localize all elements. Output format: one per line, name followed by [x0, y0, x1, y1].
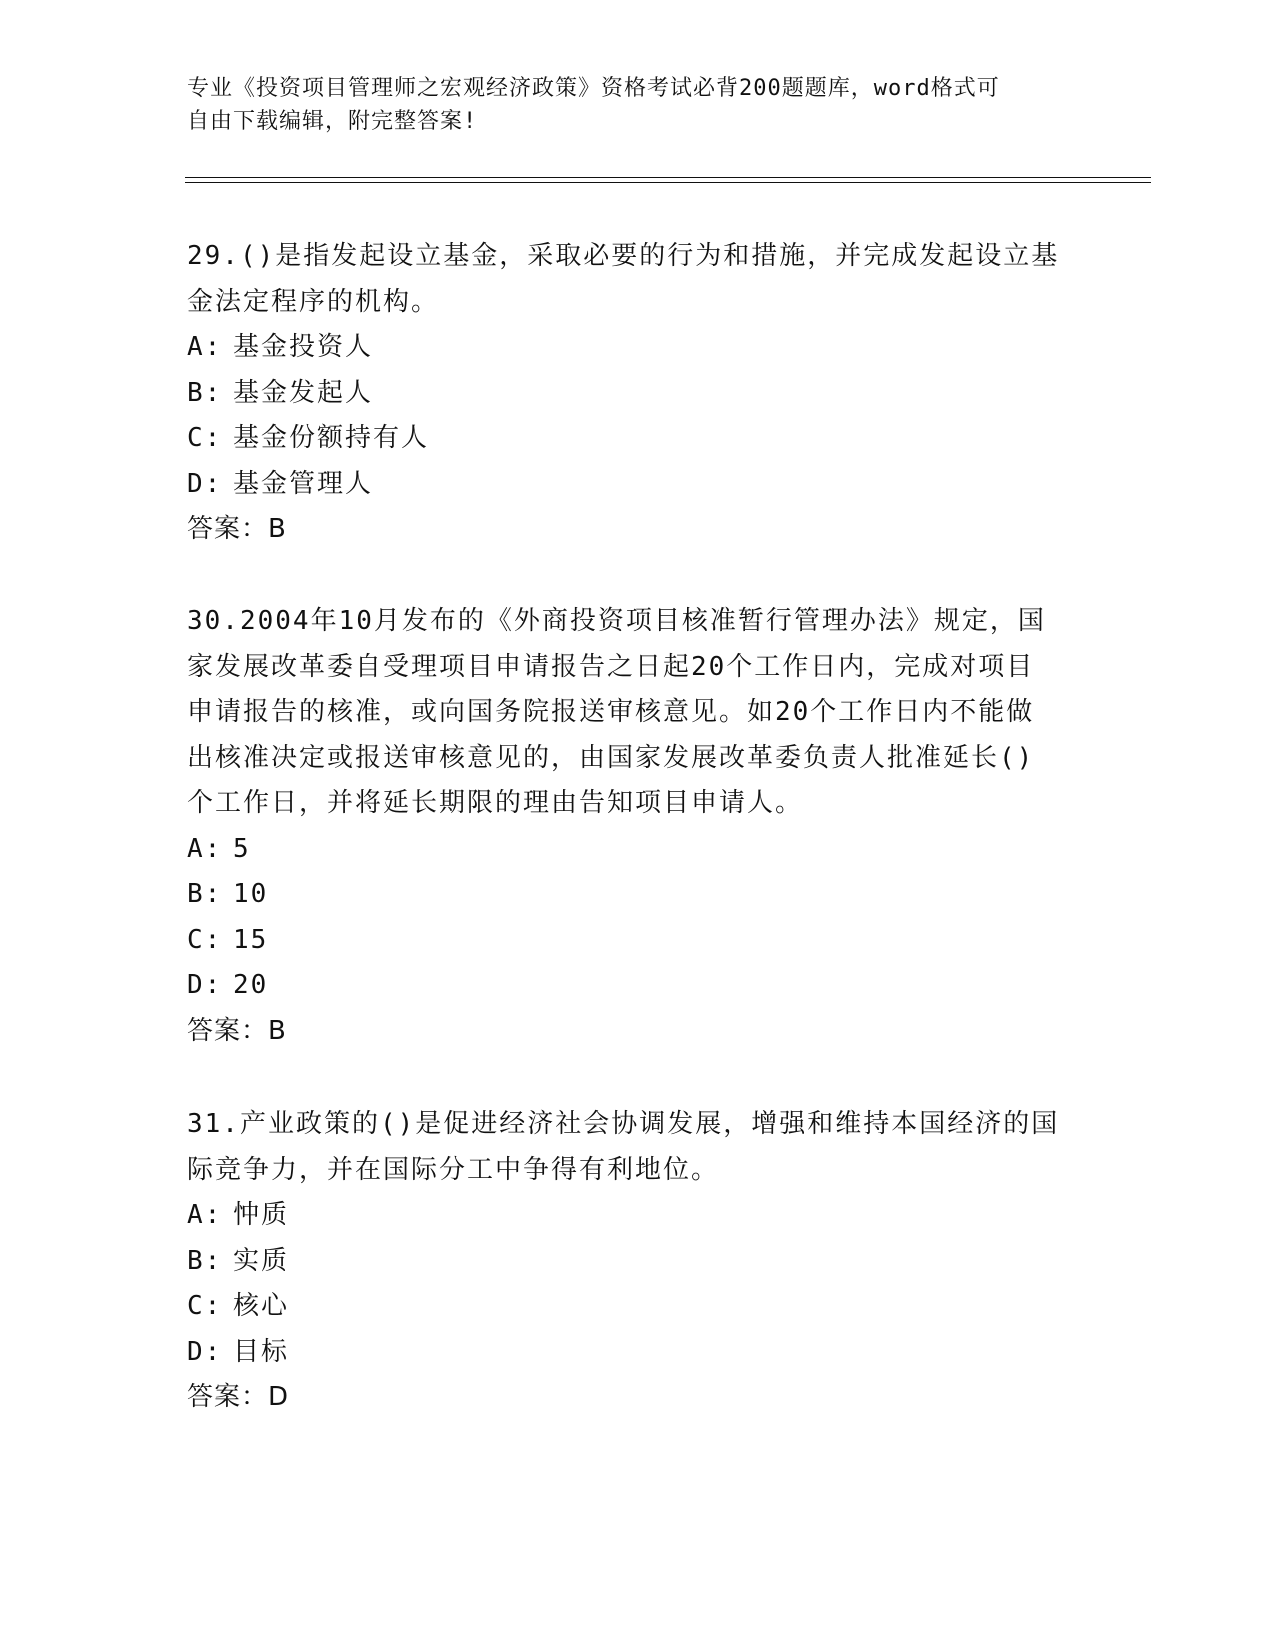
option-text: 目标 [233, 1336, 290, 1367]
option-a [187, 1193, 1087, 1239]
option-letter: C: [187, 1291, 223, 1321]
stem-line: 出核准决定或报送审核意见的，由国家发展改革委负责人批准延长() [187, 742, 1035, 773]
option-text: 基金发起人 [233, 377, 374, 408]
option-text: 10 [233, 879, 269, 909]
option-letter: C: [187, 423, 223, 453]
option-c [187, 1284, 1087, 1330]
stem-line: 31.产业政策的()是促进经济社会协调发展，增强和维持本国经济的国 [187, 1109, 1060, 1139]
option-c [187, 416, 1087, 462]
option-a [187, 827, 1087, 873]
header-line-1: 专业《投资项目管理师之宏观经济政策》资格考试必背200题题库，word格式可 [187, 76, 1000, 101]
stem-line: 30.2004年10月发布的《外商投资项目核准暂行管理办法》规定，国 [187, 606, 1046, 636]
answer-line: 答案：D [187, 1382, 290, 1412]
answer-line: 答案：B [187, 1015, 287, 1046]
question-31 [187, 1102, 1087, 1421]
option-letter: A: [187, 332, 223, 362]
stem-line: 申请报告的核准，或向国务院报送审核意见。如20个工作日内不能做 [187, 697, 1035, 727]
option-text: 基金管理人 [233, 468, 374, 499]
stem-line: 金法定程序的机构。 [187, 286, 440, 317]
option-a [187, 325, 1087, 371]
option-letter: C: [187, 924, 223, 955]
header-line-2: 自由下载编辑，附完整答案! [187, 109, 478, 134]
question-30 [187, 599, 1087, 1054]
option-b [187, 1239, 1087, 1285]
stem-line: 际竞争力，并在国际分工中争得有利地位。 [187, 1154, 720, 1185]
option-letter: D: [187, 970, 223, 1000]
option-text: 核心 [233, 1291, 290, 1321]
question-stem [187, 1102, 1087, 1193]
document-header [187, 72, 1087, 138]
option-letter: B: [187, 1245, 223, 1276]
option-d [187, 963, 1087, 1009]
option-letter: B: [187, 377, 223, 408]
stem-line: 29.()是指发起设立基金，采取必要的行为和措施，并完成发起设立基 [187, 241, 1060, 271]
header-rule-bottom [185, 182, 1151, 183]
option-list [187, 325, 1087, 507]
stem-line: 个工作日，并将延长期限的理由告知项目申请人。 [187, 788, 804, 818]
option-d [187, 1330, 1087, 1376]
option-text: 基金份额持有人 [233, 423, 430, 453]
option-list [187, 1193, 1087, 1375]
question-29 [187, 234, 1087, 553]
option-letter: B: [187, 879, 223, 909]
question-stem [187, 599, 1087, 827]
answer-line: 答案：B [187, 514, 287, 544]
option-text: 20 [233, 970, 269, 1000]
header-rule-top [185, 177, 1151, 178]
option-b [187, 371, 1087, 417]
option-list [187, 827, 1087, 1009]
question-stem [187, 234, 1087, 325]
option-text: 15 [233, 924, 269, 955]
option-text: 基金投资人 [233, 332, 374, 362]
option-letter: D: [187, 468, 223, 499]
option-text: 实质 [233, 1245, 290, 1276]
option-letter: A: [187, 1200, 223, 1230]
option-b [187, 872, 1087, 918]
option-c [187, 918, 1087, 964]
option-letter: D: [187, 1336, 223, 1367]
option-d [187, 462, 1087, 508]
option-letter: A: [187, 833, 223, 864]
option-text: 5 [233, 833, 251, 864]
option-text: 忡质 [233, 1200, 290, 1230]
stem-line: 家发展改革委自受理项目申请报告之日起20个工作日内，完成对项目 [187, 651, 1035, 682]
